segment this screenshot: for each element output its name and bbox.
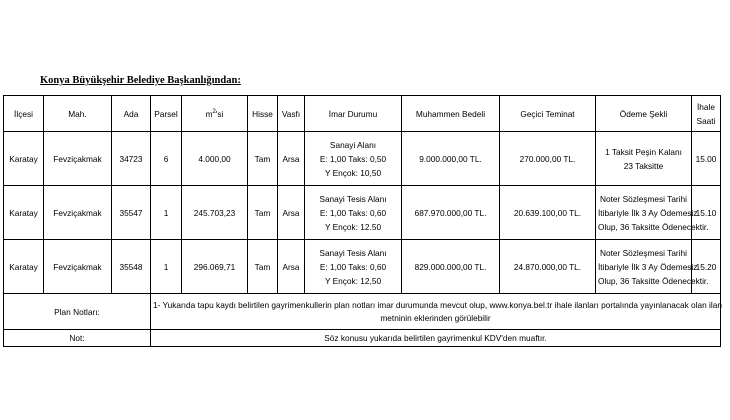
header-imar: İmar Durumu bbox=[305, 96, 402, 132]
header-row bbox=[4, 96, 721, 132]
cell-saat: 15.00 bbox=[692, 132, 721, 186]
header-m2-superscript: 2 bbox=[212, 108, 216, 115]
odeme-line-2: 23 Taksitte bbox=[623, 160, 664, 171]
cell-bedel: 829.000.000,00 TL. bbox=[402, 240, 500, 294]
odeme-line-3: Olup, 36 Taksitte Ödenecektir. bbox=[598, 275, 709, 286]
cell-bedel: 9.000.000,00 TL. bbox=[402, 132, 500, 186]
imar-line-1: Sanayi Tesis Alanı bbox=[319, 247, 387, 258]
imar-line-1: Sanayi Alanı bbox=[329, 139, 377, 150]
note-row bbox=[4, 330, 721, 347]
cell-imar bbox=[305, 186, 402, 240]
header-mahalle: Mah. bbox=[44, 96, 112, 132]
cell-m2: 296.069,71 bbox=[182, 240, 248, 294]
header-saat-line-2: Saati bbox=[696, 115, 716, 126]
cell-vasfi: Arsa bbox=[278, 132, 305, 186]
cell-hisse: Tam bbox=[248, 240, 278, 294]
cell-mahalle: Fevziçakmak bbox=[44, 186, 112, 240]
table-row bbox=[4, 240, 721, 294]
cell-ada: 35548 bbox=[112, 240, 151, 294]
cell-parsel: 6 bbox=[151, 132, 182, 186]
plan-notes-label: Plan Notları: bbox=[4, 294, 151, 330]
cell-imar bbox=[305, 132, 402, 186]
cell-mahalle: Fevziçakmak bbox=[44, 132, 112, 186]
plan-notes-line-1: 1- Yukarıda tapu kaydı belirtilen gayrimenkullerin plan notları imar durumunda mevcut olup, www.konya.bel.tr ihale ilanları portalında yayınlanacak olan ilan bbox=[153, 299, 722, 310]
cell-saat: 15.20 bbox=[692, 240, 721, 294]
cell-ilce: Karatay bbox=[4, 186, 44, 240]
header-ilce: İlçesi bbox=[4, 96, 44, 132]
plan-notes-row bbox=[4, 294, 721, 330]
auction-table bbox=[3, 95, 721, 347]
cell-odeme bbox=[596, 132, 692, 186]
cell-vasfi: Arsa bbox=[278, 240, 305, 294]
header-m2 bbox=[182, 96, 248, 132]
cell-ada: 34723 bbox=[112, 132, 151, 186]
cell-imar bbox=[305, 240, 402, 294]
cell-teminat: 20.639.100,00 TL. bbox=[500, 186, 596, 240]
header-bedel: Muhammen Bedeli bbox=[402, 96, 500, 132]
imar-line-3: Y Ençok: 10,50 bbox=[324, 167, 382, 178]
cell-ilce: Karatay bbox=[4, 240, 44, 294]
cell-teminat: 270.000,00 TL. bbox=[500, 132, 596, 186]
cell-hisse: Tam bbox=[248, 186, 278, 240]
header-odeme: Ödeme Şekli bbox=[596, 96, 692, 132]
imar-line-3: Y Ençok: 12,50 bbox=[324, 275, 382, 286]
note-label: Not: bbox=[4, 330, 151, 347]
cell-hisse: Tam bbox=[248, 132, 278, 186]
odeme-line-3: Olup, 36 Taksitte Ödenecektir. bbox=[598, 221, 709, 232]
header-parsel: Parsel bbox=[151, 96, 182, 132]
cell-saat: 15.10 bbox=[692, 186, 721, 240]
header-teminat: Geçici Teminat bbox=[500, 96, 596, 132]
header-hisse: Hisse bbox=[248, 96, 278, 132]
header-ada: Ada bbox=[112, 96, 151, 132]
cell-vasfi: Arsa bbox=[278, 186, 305, 240]
cell-parsel: 1 bbox=[151, 186, 182, 240]
table-row bbox=[4, 186, 721, 240]
header-m2-suffix: 'si bbox=[215, 108, 224, 119]
odeme-line-2: İtibariyle İlk 3 Ay Ödemesiz bbox=[598, 207, 698, 218]
odeme-line-1: 1 Taksit Peşin Kalanı bbox=[605, 146, 682, 157]
header-saat bbox=[692, 96, 721, 132]
cell-parsel: 1 bbox=[151, 240, 182, 294]
imar-line-2: E: 1,00 Taks: 0,50 bbox=[319, 153, 387, 164]
imar-line-2: E: 1,00 Taks: 0,60 bbox=[319, 207, 387, 218]
cell-mahalle: Fevziçakmak bbox=[44, 240, 112, 294]
odeme-line-2: İtibariyle İlk 3 Ay Ödemesiz bbox=[598, 261, 698, 272]
imar-line-3: Y Ençok: 12.50 bbox=[324, 221, 382, 232]
imar-line-2: E: 1,00 Taks: 0,60 bbox=[319, 261, 387, 272]
cell-m2: 4.000,00 bbox=[182, 132, 248, 186]
odeme-line-1: Noter Sözleşmesi Tarihi bbox=[600, 193, 687, 204]
header-vasfi: Vasfı bbox=[278, 96, 305, 132]
imar-line-1: Sanayi Tesis Alanı bbox=[319, 193, 387, 204]
cell-bedel: 687.970.000,00 TL. bbox=[402, 186, 500, 240]
note-text: Söz konusu yukarıda belirtilen gayrimenkul KDV'den muaftır. bbox=[151, 330, 721, 347]
cell-m2: 245.703,23 bbox=[182, 186, 248, 240]
header-m2-unit: m bbox=[205, 108, 213, 119]
plan-notes-text bbox=[151, 294, 721, 330]
cell-ilce: Karatay bbox=[4, 132, 44, 186]
cell-ada: 35547 bbox=[112, 186, 151, 240]
header-saat-line-1: İhale bbox=[697, 101, 715, 112]
table-row bbox=[4, 132, 721, 186]
odeme-line-1: Noter Sözleşmesi Tarihi bbox=[600, 247, 687, 258]
plan-notes-line-2: metninin eklerinden görülebilir bbox=[380, 312, 491, 323]
page-title: Konya Büyükşehir Belediye Başkanlığından: bbox=[40, 75, 241, 86]
cell-teminat: 24.870.000,00 TL. bbox=[500, 240, 596, 294]
